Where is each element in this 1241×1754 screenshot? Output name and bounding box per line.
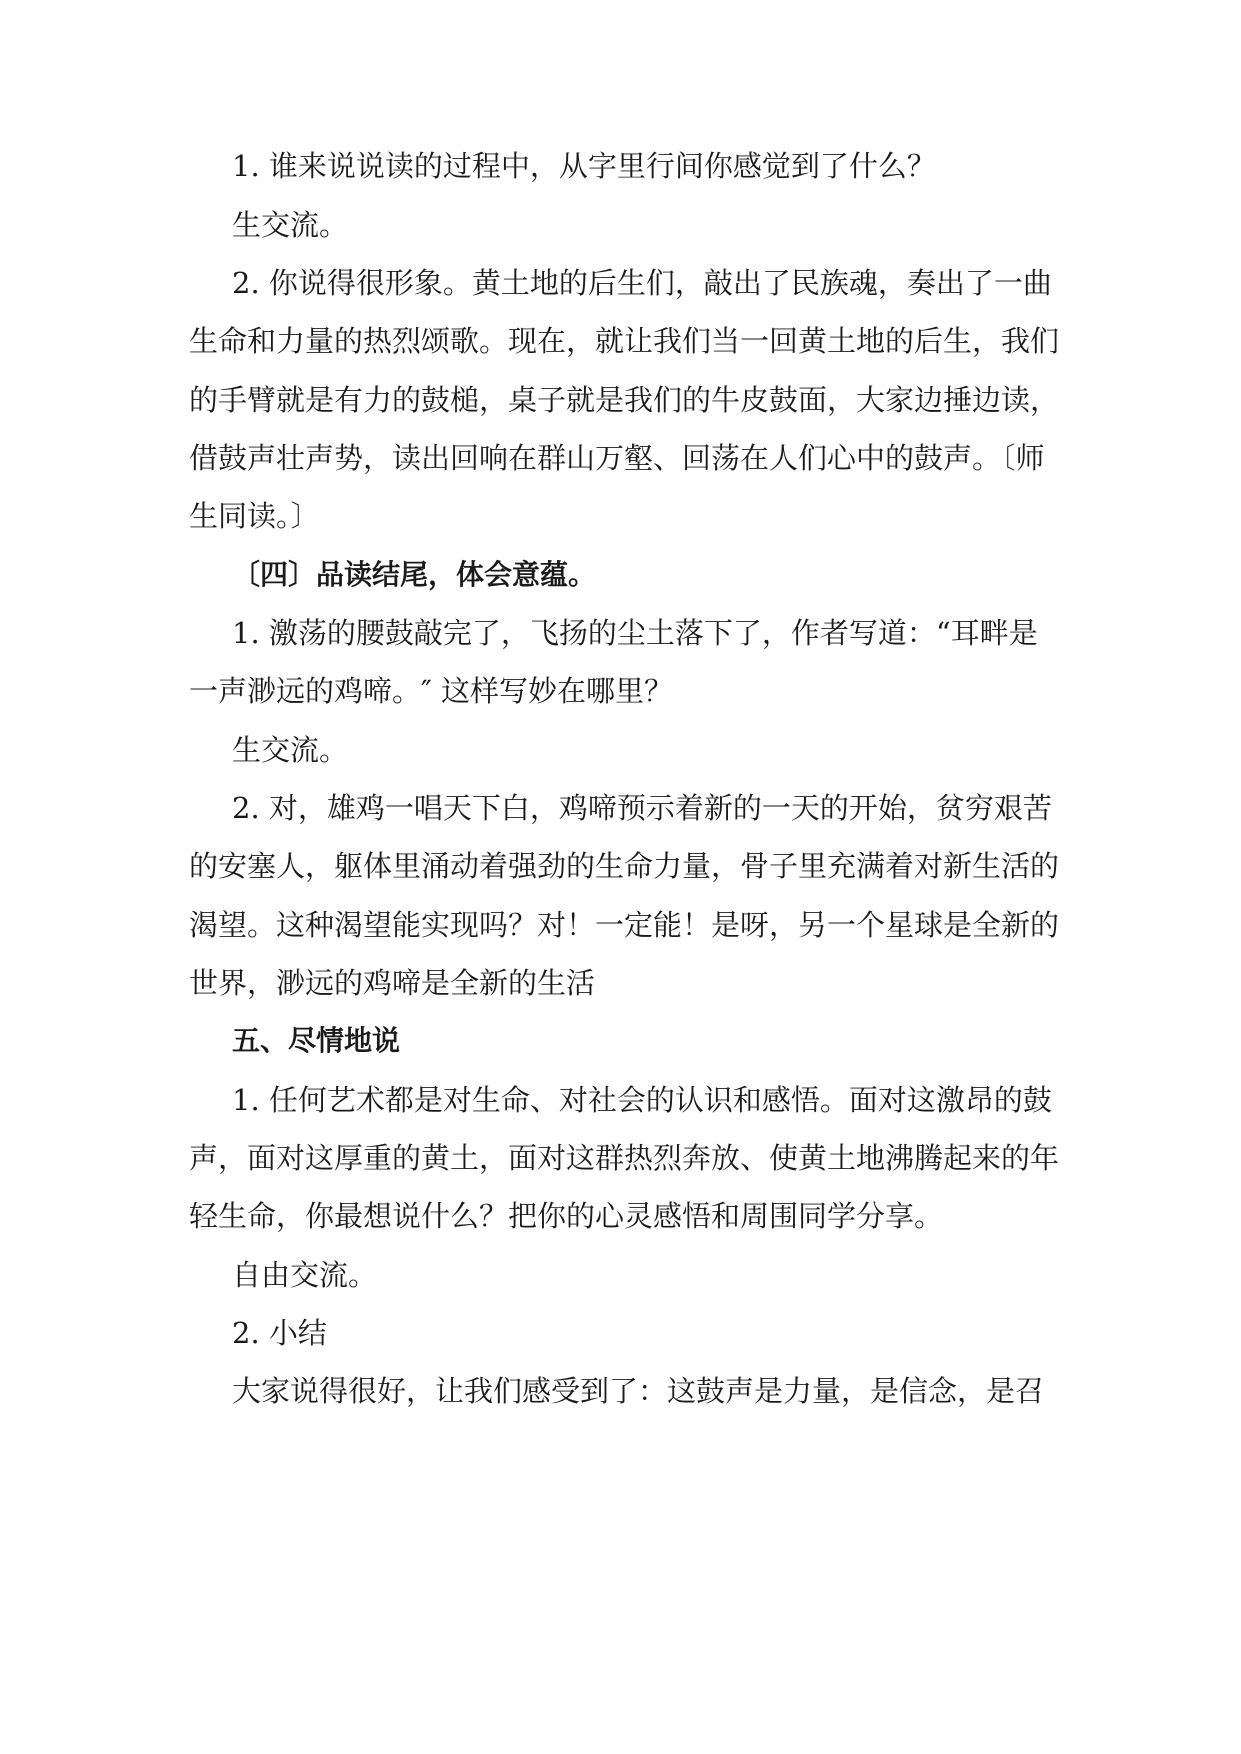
paragraph-ending-q1-line-2: 一声渺远的鸡啼。″ 这样写妙在哪里？ bbox=[189, 674, 674, 708]
paragraph-free-exchange: 自由交流。 bbox=[232, 1258, 378, 1292]
paragraph-ending-q2-line-2: 的安塞人，躯体里涌动着强劲的生命力量，骨子里充满着对新生活的 bbox=[189, 849, 1060, 883]
paragraph-summary-text: 大家说得很好，让我们感受到了：这鼓声是力量，是信念，是召 bbox=[232, 1374, 1045, 1408]
paragraph-student-exchange-1: 生交流。 bbox=[232, 208, 349, 242]
paragraph-ending-q1-line-1: 1. 激荡的腰鼓敲完了，飞扬的尘土落下了，作者写道：“耳畔是 bbox=[232, 616, 1038, 650]
paragraph-ending-q2-line-3: 渴望。这种渴望能实现吗？对！一定能！是呀，另一个星球是全新的 bbox=[189, 908, 1060, 942]
paragraph-ending-q2-line-1: 2. 对，雄鸡一唱天下白，鸡啼预示着新的一天的开始，贫穷艰苦 bbox=[232, 791, 1052, 825]
paragraph-q2-line-2: 生命和力量的热烈颂歌。现在，就让我们当一回黄土地的后生，我们 bbox=[189, 324, 1060, 358]
section-heading-5: 五、尽情地说 bbox=[232, 1024, 401, 1057]
paragraph-student-exchange-2: 生交流。 bbox=[232, 733, 349, 767]
paragraph-q2-line-4: 借鼓声壮声势，读出回响在群山万壑、回荡在人们心中的鼓声。〔师 bbox=[189, 441, 1045, 475]
section-heading-4: 〔四〕品读结尾，体会意蕴。 bbox=[232, 558, 597, 591]
paragraph-q1: 1. 谁来说说读的过程中，从字里行间你感觉到了什么？ bbox=[232, 149, 936, 183]
paragraph-summary-label: 2. 小结 bbox=[232, 1316, 327, 1350]
paragraph-ending-q2-line-4: 世界，渺远的鸡啼是全新的生活 bbox=[189, 966, 596, 1000]
paragraph-q2-line-1: 2. 你说得很形象。黄土地的后生们，敲出了民族魂，奏出了一曲 bbox=[232, 266, 1052, 300]
paragraph-q2-line-5: 生同读。〕 bbox=[189, 499, 320, 533]
paragraph-speak-q1-line-2: 声，面对这厚重的黄土，面对这群热烈奔放、使黄土地沸腾起来的年 bbox=[189, 1141, 1060, 1175]
paragraph-q2-line-3: 的手臂就是有力的鼓槌，桌子就是我们的牛皮鼓面，大家边捶边读， bbox=[189, 383, 1060, 417]
paragraph-speak-q1-line-1: 1. 任何艺术都是对生命、对社会的认识和感悟。面对这激昂的鼓 bbox=[232, 1083, 1052, 1117]
paragraph-speak-q1-line-3: 轻生命，你最想说什么？把你的心灵感悟和周围同学分享。 bbox=[189, 1199, 944, 1233]
